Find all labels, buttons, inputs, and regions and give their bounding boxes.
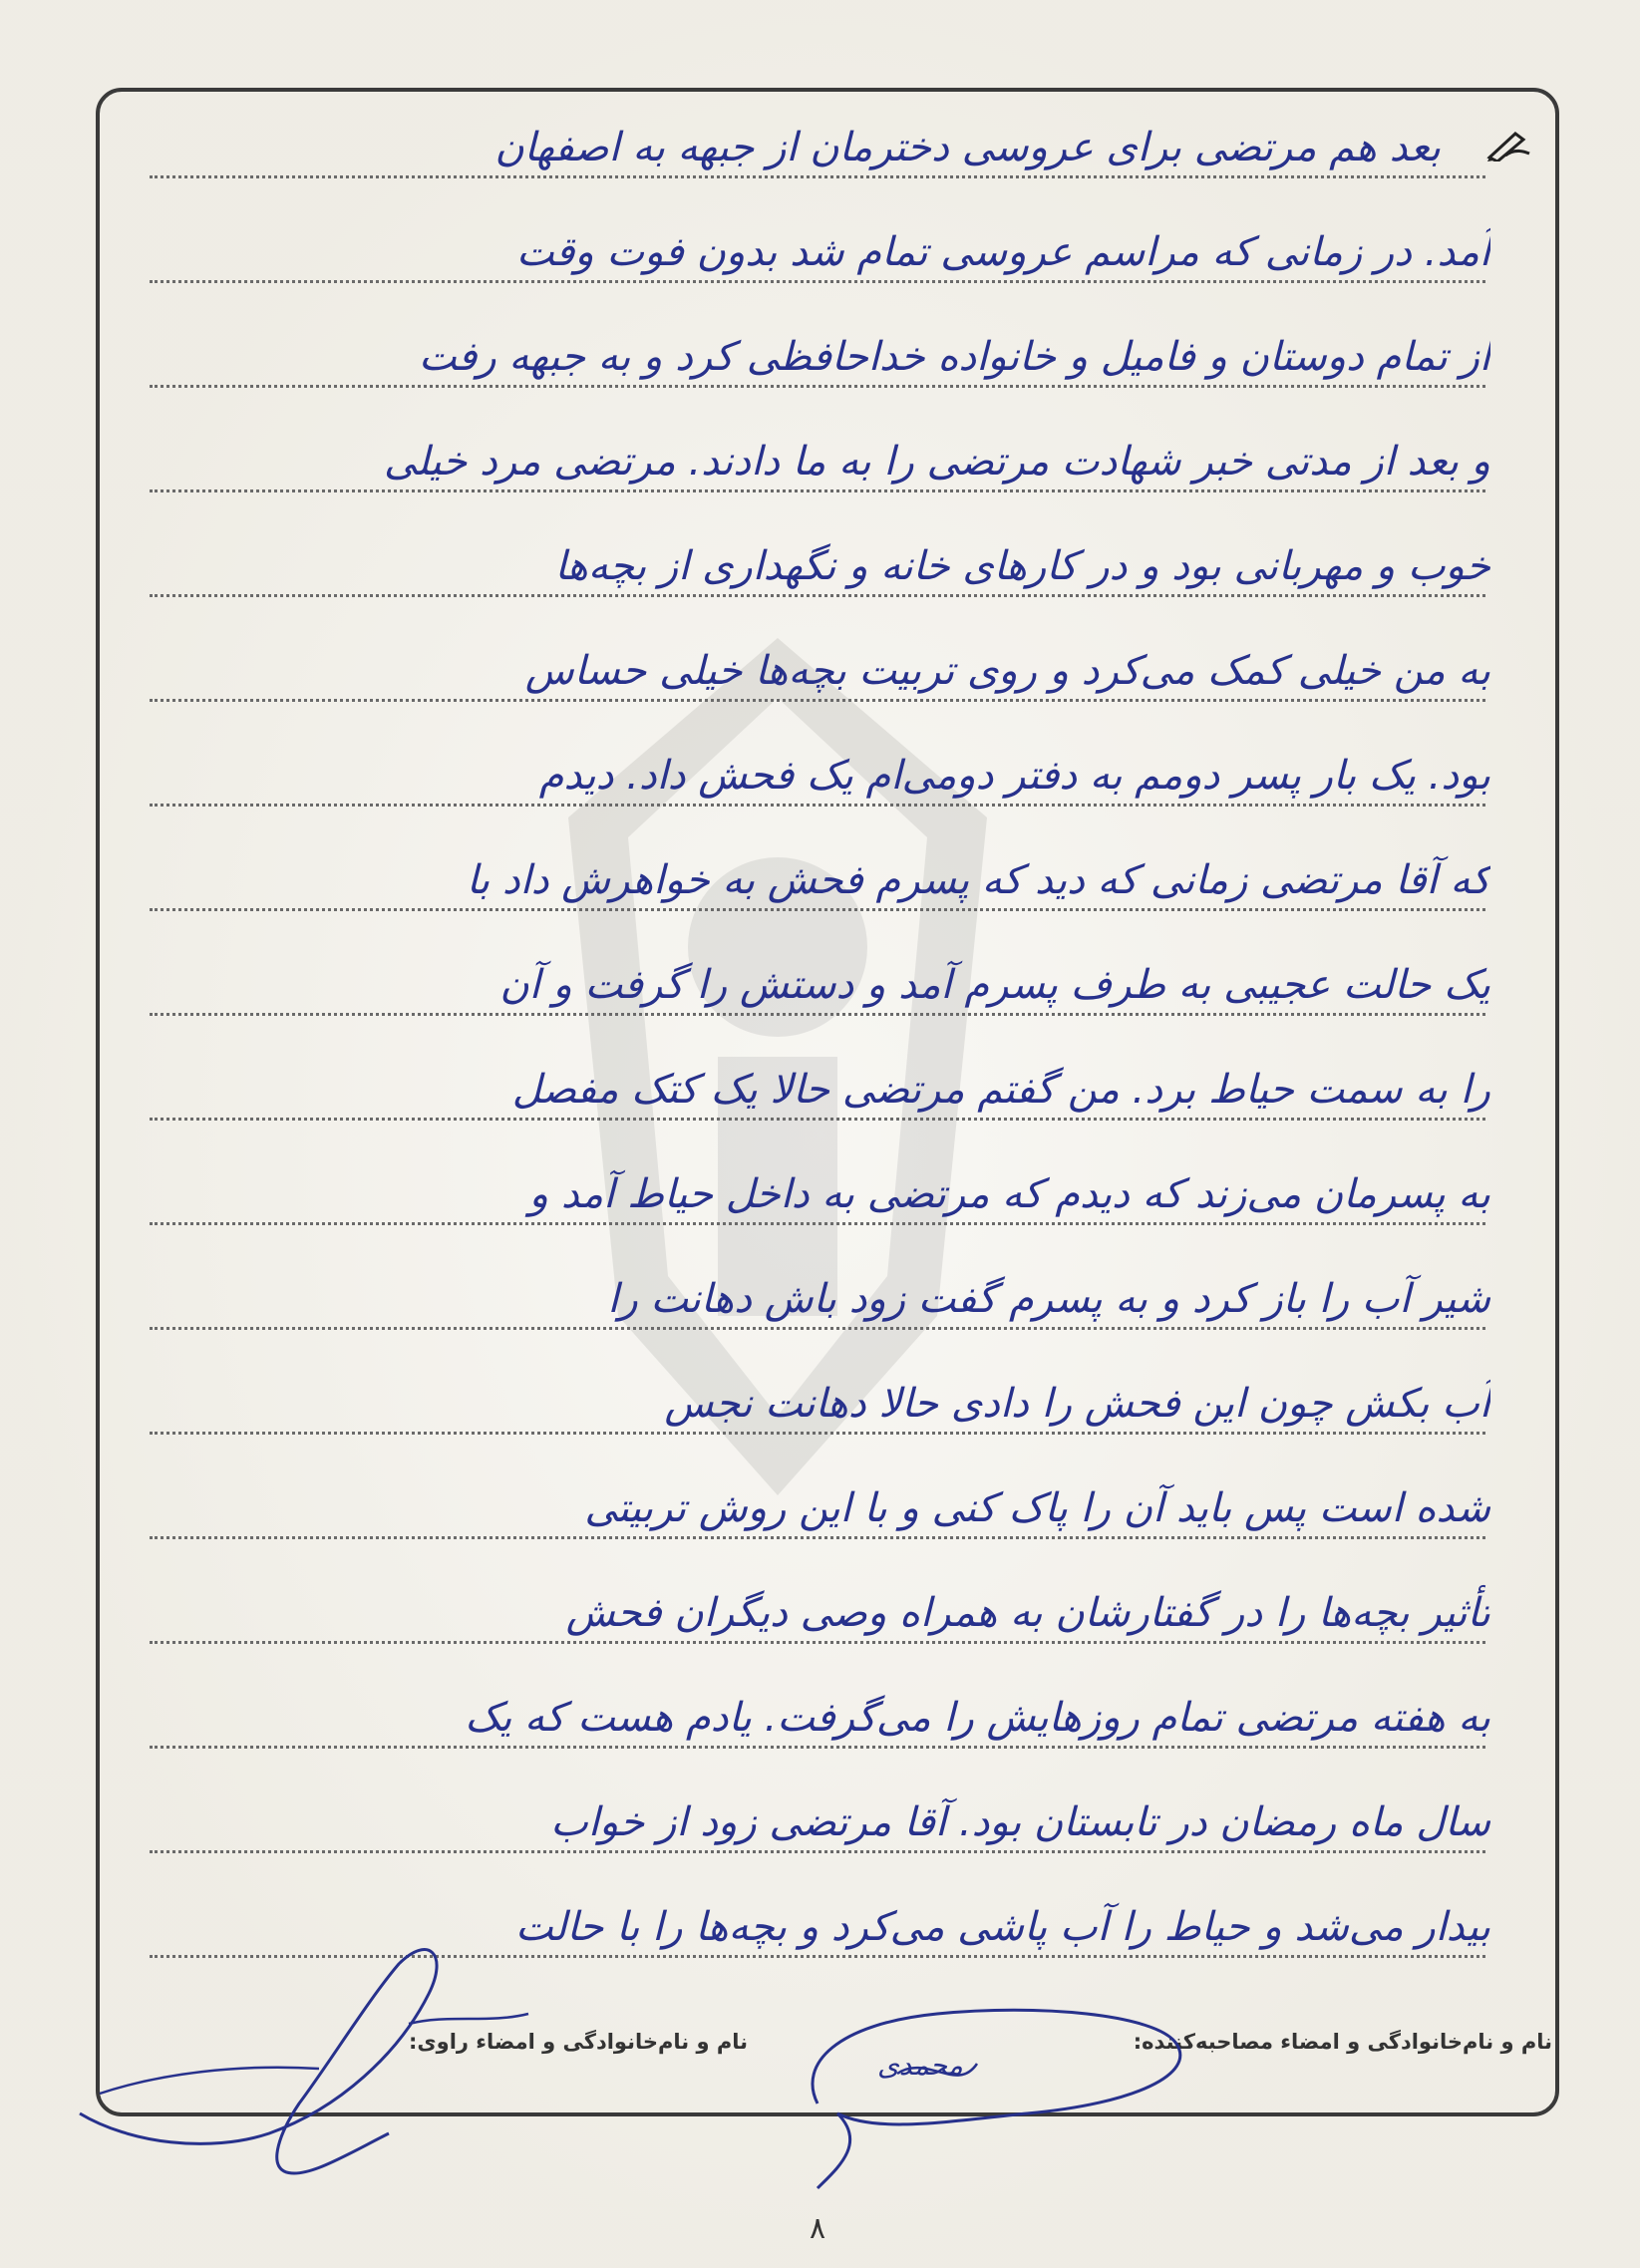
narrator-signature (70, 1904, 538, 2183)
handwritten-line: که آقا مرتضی زمانی که دید که پسرم فحش به خواهرش داد با (466, 857, 1490, 903)
handwritten-line: شیر آب را باز کرد و به پسرم گفت زود باش دهانت را (607, 1276, 1490, 1322)
narrator-label: نام و نام‌خانوادگی و امضاء راوی: (409, 2030, 748, 2054)
handwritten-line: تأثیر بچه‌ها را در گفتارشان به همراه وصی دیگران فحش (565, 1590, 1490, 1636)
handwritten-line: آب بکش چون این فحش را دادی حالا دهانت نجس (664, 1381, 1490, 1427)
handwritten-line: یک حالت عجیبی به طرف پسرم آمد و دستش را گرفت و آن (499, 962, 1490, 1008)
handwritten-line: شده است پس باید آن را پاک کنی و با این روش تربیتی (584, 1485, 1490, 1531)
pen-writing-icon (1485, 128, 1531, 162)
handwritten-line: به هفته مرتضی تمام روزهایش را می‌گرفت. یادم هست که یک (465, 1695, 1490, 1741)
handwritten-line: به من خیلی کمک می‌کرد و روی تربیت بچه‌ها خیلی حساس (524, 648, 1490, 694)
handwritten-line: بود. یک بار پسر دومم به دفتر دومی‌ام یک فحش داد. دیدم (538, 753, 1490, 799)
interviewer-signature (778, 1954, 1196, 2193)
handwritten-line: را به سمت حیاط برد. من گفتم مرتضی حالا یک کتک مفصل (511, 1067, 1490, 1113)
handwritten-line: بعد هم مرتضی برای عروسی دخترمان از جبهه به اصفهان (494, 125, 1441, 170)
handwritten-line: به پسرمان می‌زند که دیدم که مرتضی به داخل حیاط آمد و (528, 1171, 1490, 1217)
page-number: ۸ (810, 2211, 826, 2246)
handwritten-line: خوب و مهربانی بود و در کارهای خانه و نگهداری از بچه‌ها (554, 543, 1490, 589)
handwritten-line: بیدار می‌شد و حیاط را آب پاشی می‌کرد و بچه‌ها را با حالت (515, 1904, 1490, 1950)
interviewer-label: نام و نام‌خانوادگی و امضاء مصاحبه‌کننده: (1133, 2030, 1552, 2054)
handwritten-line: از تمام دوستان و فامیل و خانواده خداحافظی کرد و به جبهه رفت (418, 334, 1490, 380)
handwritten-line: و بعد از مدتی خبر شهادت مرتضی را به ما دادند. مرتضی مرد خیلی (383, 439, 1490, 485)
interviewer-signature-text: محمدی (877, 2049, 963, 2082)
handwritten-line: آمد. در زمانی که مراسم عروسی تمام شد بدون فوت وقت (516, 229, 1490, 275)
handwritten-line: سال ماه رمضان در تابستان بود. آقا مرتضی زود از خواب (550, 1799, 1490, 1845)
